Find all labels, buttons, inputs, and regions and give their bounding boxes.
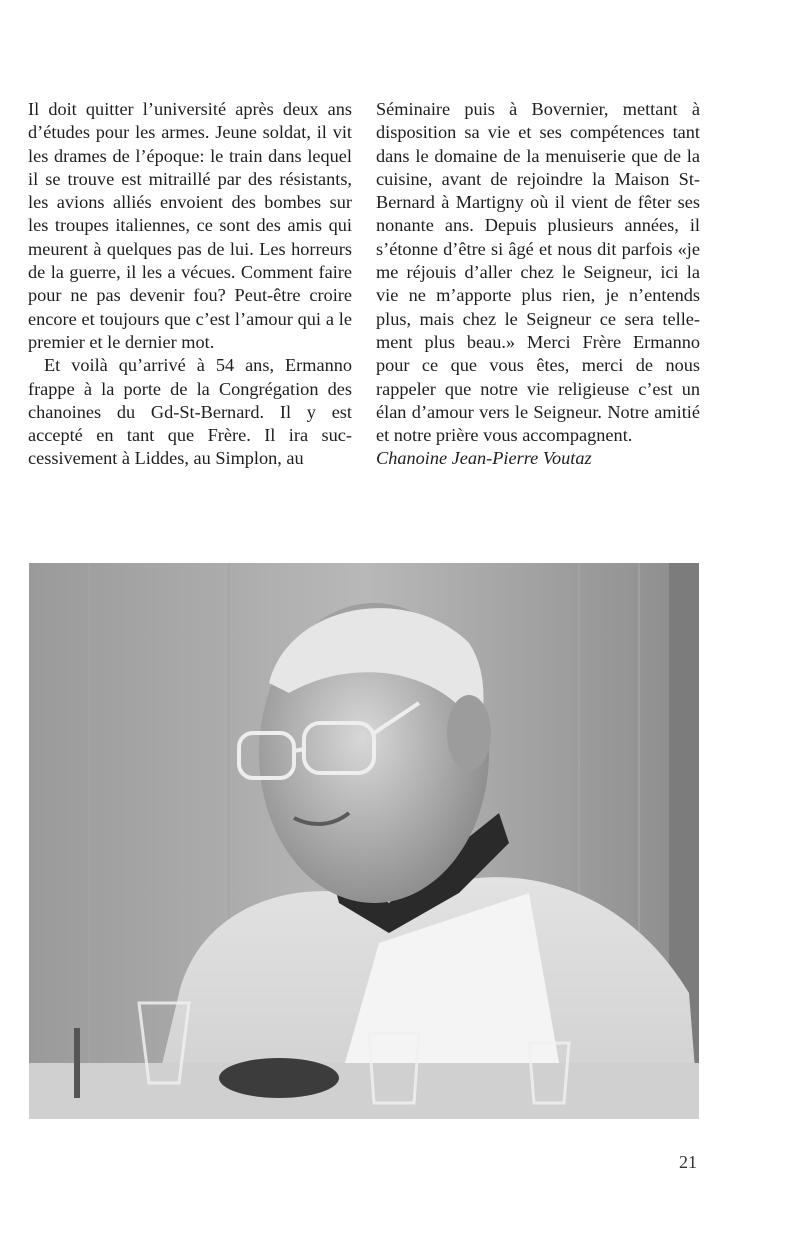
portrait-photo — [29, 563, 699, 1119]
page-number: 21 — [679, 1152, 697, 1172]
left-paragraph-1: Il doit quitter l’université après deux ans d’études pour les armes. Jeune soldat, il vit les drames de l’époque: le train dans lequel il se trouve est mitraillé par des résistants, les avions alliés envoient des bombes sur les troupes italiennes, ce sont des amis qui meurent à quelques pas de lui. Les horreurs de la guerre, il les a vécues. Comment faire pour ne pas devenir fou? Peut-être croire encore et toujours que c’est l’amour qui a le premier et le dernier mot. — [28, 99, 352, 352]
article-body — [28, 98, 700, 471]
portrait-photo-illustration — [29, 563, 699, 1119]
left-column — [28, 98, 352, 471]
author-signature: Chanoine Jean-Pierre Voutaz — [376, 448, 592, 469]
right-paragraph-1: Séminaire puis à Bovernier, mettant à disposition sa vie et ses compétences tant dans le domaine de la menuiserie que de la cuisine, avant de rejoindre la Maison St-Bernard à Martigny où il vient de fêter ses nonante ans. Depuis plusieurs années, il s’étonne d’être si âgé et nous dit parfois «je me réjouis d’aller chez le Seigneur, ici la vie ne m’apporte plus rien, je n’entends plus, mais chez le Seigneur ce sera tellement plus beau.» Merci Frère Ermanno pour ce que vous êtes, merci de nous rappeler que notre vie religieuse c’est un élan d’amour vers le Seigneur. Notre amitié et notre prière vous accompagnent. — [376, 99, 700, 446]
right-column — [376, 98, 700, 471]
left-paragraph-2: Et voilà qu’arrivé à 54 ans, Ermanno frappe à la porte de la Congrégation des chanoines du Gd-St-Bernard. Il y est accepté en tant que Frère. Il ira successivement à Liddes, au Simplon, au — [28, 355, 352, 469]
